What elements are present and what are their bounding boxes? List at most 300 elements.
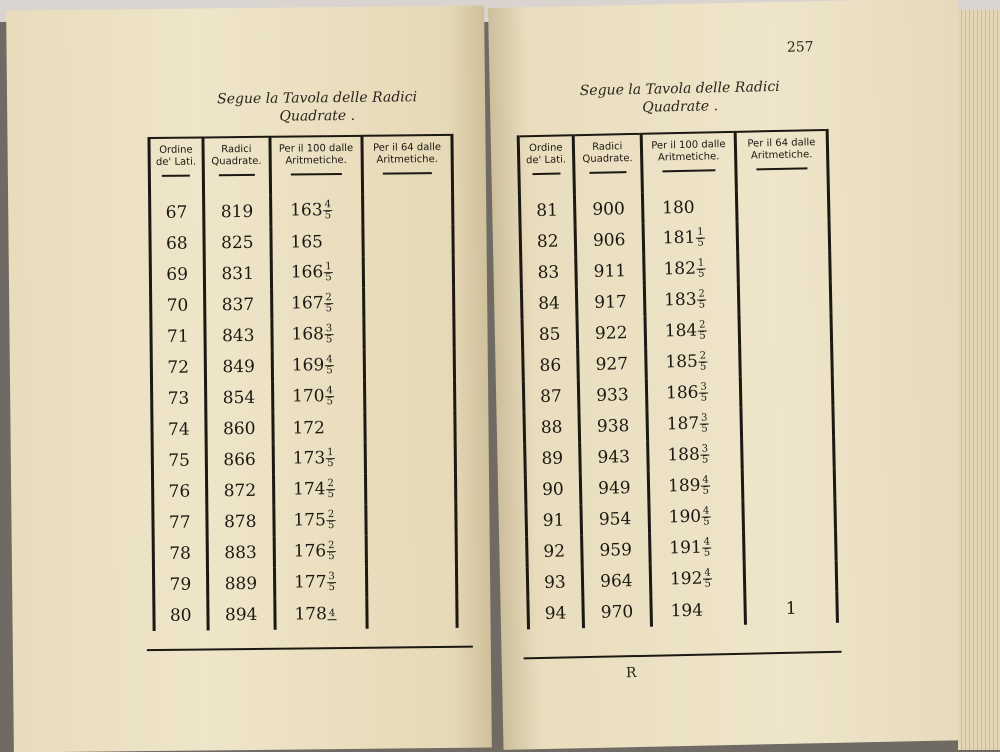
table-row <box>151 318 454 352</box>
right-page <box>488 0 973 750</box>
radice-cell-value: 837 <box>222 294 255 314</box>
ordine-cell <box>150 227 204 259</box>
fraction <box>326 448 335 469</box>
page-number: 257 <box>787 39 814 56</box>
fraction-numerator: 3 <box>325 324 333 335</box>
radice-cell <box>576 286 645 318</box>
ordine-cell-value: 88 <box>541 417 563 437</box>
fraction <box>324 293 333 314</box>
fraction-numerator: 2 <box>326 479 334 490</box>
radice-cell <box>207 537 275 569</box>
fraction <box>325 355 334 376</box>
fraction <box>326 479 335 500</box>
per100-header-text: Per il 100 dalle Aritmetiche. <box>651 139 726 163</box>
left-roots-table <box>147 134 458 631</box>
radice-cell <box>578 379 647 411</box>
per100-cell-value: 176 <box>294 541 327 561</box>
fraction-denominator: 5 <box>697 270 706 280</box>
per100-cell <box>272 319 364 351</box>
fraction-numerator: 2 <box>327 541 335 552</box>
per100-cell <box>272 350 364 382</box>
fraction-denominator: 5 <box>327 490 335 500</box>
radice-cell-value: 889 <box>225 573 258 593</box>
ordine-cell-value: 91 <box>543 510 565 530</box>
ordine-cell-value: 93 <box>544 572 566 592</box>
radice-cell-value: 849 <box>222 356 255 376</box>
table-row <box>153 566 456 600</box>
per64-cell <box>363 225 453 257</box>
per100-cell-value: 188 <box>667 445 700 466</box>
fraction <box>699 382 708 403</box>
per100-cell-value: 163 <box>290 200 323 220</box>
per64-cell <box>364 318 454 350</box>
per64-cell <box>738 282 831 315</box>
fraction-numerator: 3 <box>327 572 335 583</box>
per100-cell <box>645 315 740 348</box>
left-table-bottom-rule <box>147 646 473 651</box>
ordine-cell <box>528 597 583 629</box>
fraction <box>327 572 336 593</box>
fraction-denominator: 5 <box>325 366 333 376</box>
per100-cell <box>275 598 367 630</box>
fraction <box>699 351 708 372</box>
per100-cell-value: 173 <box>293 448 326 468</box>
ordine-header <box>149 137 203 197</box>
per64-cell <box>364 349 454 381</box>
fraction <box>700 413 709 434</box>
per64-cell <box>736 189 829 222</box>
fraction-denominator: 5 <box>328 583 336 593</box>
per100-cell <box>272 381 364 413</box>
ordine-cell <box>525 473 580 505</box>
radice-cell-value: 943 <box>597 447 630 468</box>
radice-cell <box>206 506 274 538</box>
ordine-cell-value: 94 <box>545 603 567 623</box>
fraction <box>325 324 334 345</box>
fraction-numerator: 4 <box>702 506 711 517</box>
per100-cell-value: 183 <box>664 290 697 311</box>
ordine-header-text: Ordine de' Lati. <box>156 145 196 168</box>
fraction <box>324 262 333 283</box>
per100-cell-value: 182 <box>663 259 696 280</box>
fraction-numerator: 4 <box>324 200 332 211</box>
per100-cell <box>646 377 741 410</box>
per100-cell <box>642 191 737 224</box>
per64-cell <box>744 561 837 594</box>
left-page <box>6 6 492 752</box>
ordine-cell <box>153 506 207 538</box>
radice-cell-value: 949 <box>598 478 631 499</box>
ordine-cell <box>150 258 204 290</box>
per100-cell-value: 177 <box>294 572 327 592</box>
ordine-cell-value: 69 <box>166 264 188 284</box>
fraction-numerator: 1 <box>697 259 706 270</box>
radice-cell-value: 954 <box>599 509 632 530</box>
left-running-head <box>197 88 437 127</box>
per64-cell <box>363 287 453 319</box>
per100-cell <box>273 443 365 475</box>
right-roots-table <box>517 129 839 629</box>
fraction-denominator: 5 <box>703 548 712 558</box>
radice-cell <box>205 382 273 414</box>
fraction <box>702 506 711 527</box>
per64-cell <box>745 592 838 625</box>
ordine-cell-value: 76 <box>169 481 191 501</box>
fraction-denominator: 5 <box>324 273 332 283</box>
fraction <box>696 228 705 249</box>
radice-cell-value: 894 <box>225 604 258 624</box>
radice-cell-value: 922 <box>595 323 628 344</box>
ordine-cell <box>154 599 208 631</box>
fraction-numerator: 4 <box>703 537 712 548</box>
radice-cell <box>577 348 646 380</box>
per100-header <box>641 132 736 193</box>
ordine-cell <box>525 442 580 474</box>
radice-cell <box>207 599 275 631</box>
radici-header-text: Radici Quadrate. <box>211 144 261 167</box>
per100-cell-value: 192 <box>670 569 703 590</box>
per64-cell-value: 1 <box>786 598 797 618</box>
per64-cell <box>364 380 454 412</box>
radice-cell <box>574 193 643 225</box>
radice-cell <box>204 289 272 321</box>
ordine-cell-value: 77 <box>169 512 191 532</box>
per100-cell <box>646 346 741 379</box>
per100-cell <box>649 501 744 534</box>
per100-cell-value: 190 <box>668 507 701 528</box>
per64-cell <box>362 194 452 226</box>
left-heading-line1: Segue la Tavola delle Radici <box>197 88 437 109</box>
per100-cell <box>651 594 746 627</box>
fraction-denominator: 5 <box>327 552 335 562</box>
fraction-denominator: 5 <box>696 239 705 249</box>
per100-cell-value: 185 <box>665 352 698 373</box>
per100-cell-value: 181 <box>663 228 696 249</box>
table-row <box>153 473 456 507</box>
fraction-numerator: 4 <box>701 475 710 486</box>
ordine-cell <box>522 318 577 350</box>
ordine-cell <box>527 566 582 598</box>
per64-cell <box>744 530 837 563</box>
ordine-cell-value: 81 <box>536 200 558 220</box>
per100-cell <box>644 253 739 286</box>
per100-cell <box>271 257 363 289</box>
per100-cell-value: 187 <box>667 414 700 435</box>
radice-cell-value: 819 <box>221 201 254 221</box>
radice-cell <box>203 196 271 228</box>
ordine-cell-value: 73 <box>168 388 190 408</box>
per64-header-text: Per il 64 dalle Aritmetiche. <box>373 142 441 166</box>
per100-cell <box>644 284 739 317</box>
radice-cell-value: 933 <box>596 385 629 406</box>
page-block-edges <box>958 10 1000 750</box>
fraction-denominator: 5 <box>327 521 335 531</box>
per100-cell-value: 165 <box>290 232 323 252</box>
radice-cell <box>206 475 274 507</box>
per100-cell-value: 194 <box>670 600 703 621</box>
per100-cell-value: 178 <box>294 604 327 624</box>
per64-cell <box>742 468 835 501</box>
per100-cell-value: 184 <box>665 321 698 342</box>
radici-header <box>203 137 271 197</box>
ordine-cell <box>151 320 205 352</box>
radice-cell-value: 927 <box>595 354 628 375</box>
per100-cell <box>274 567 366 599</box>
ordine-cell <box>153 475 207 507</box>
ordine-cell <box>520 225 575 257</box>
radice-cell-value: 878 <box>224 511 257 531</box>
ordine-cell-value: 75 <box>168 450 190 470</box>
ordine-cell-value: 92 <box>543 541 565 561</box>
fraction-denominator: 5 <box>701 486 710 496</box>
fraction-numerator: 3 <box>699 382 708 393</box>
radice-cell-value: 872 <box>224 480 257 500</box>
per100-cell <box>643 222 738 255</box>
ordine-cell-value: 74 <box>168 419 190 439</box>
per64-cell <box>366 566 456 598</box>
per100-cell-value: 167 <box>291 293 324 313</box>
table-row <box>151 287 454 321</box>
right-heading-line2: Quadrate . <box>560 95 800 118</box>
per100-cell-value: 180 <box>662 197 695 218</box>
fraction <box>703 568 712 589</box>
per64-cell <box>366 535 456 567</box>
per100-cell-value: 189 <box>668 476 701 497</box>
fraction-denominator: 5 <box>326 459 334 469</box>
signature-mark: R <box>626 665 637 681</box>
fraction-numerator: 2 <box>327 510 335 521</box>
per100-cell-value: 172 <box>292 418 325 438</box>
per64-cell <box>740 375 833 408</box>
radice-cell-value: 866 <box>223 449 256 469</box>
fraction-denominator: 5 <box>698 300 707 310</box>
per64-cell <box>365 411 455 443</box>
table-row <box>152 411 455 445</box>
radice-cell-value: 883 <box>224 542 257 562</box>
fraction-numerator: 2 <box>697 290 706 301</box>
per100-header <box>270 136 363 196</box>
per100-cell <box>274 536 366 568</box>
per64-cell <box>363 256 453 288</box>
ordine-cell-value: 78 <box>169 543 191 563</box>
radice-cell <box>575 224 644 256</box>
radice-cell-value: 911 <box>593 261 626 282</box>
header-rule <box>663 169 715 172</box>
right-table-bottom-rule <box>524 651 842 660</box>
ordine-cell <box>153 537 207 569</box>
radice-cell <box>577 317 646 349</box>
per64-cell <box>737 220 830 253</box>
fraction-numerator: 4 <box>325 386 333 397</box>
radice-cell <box>204 320 272 352</box>
radice-cell-value: 854 <box>223 387 256 407</box>
table-row <box>152 380 455 414</box>
per64-cell <box>367 597 457 629</box>
radice-cell-value: 938 <box>597 416 630 437</box>
radice-cell <box>581 534 650 566</box>
fraction <box>698 320 707 341</box>
fraction-numerator: 2 <box>698 320 707 331</box>
radice-cell <box>583 596 652 628</box>
radice-cell-value: 964 <box>600 571 633 592</box>
per64-cell <box>743 499 836 532</box>
fraction <box>697 259 706 280</box>
fraction-denominator: 5 <box>699 362 708 372</box>
radice-cell <box>205 351 273 383</box>
per100-header-text: Per il 100 dalle Aritmetiche. <box>279 143 353 167</box>
radice-cell <box>579 441 648 473</box>
radice-cell-value: 906 <box>593 230 626 251</box>
radice-cell <box>203 227 271 259</box>
fraction <box>701 475 710 496</box>
ordine-cell <box>523 380 578 412</box>
ordine-cell <box>153 568 207 600</box>
radici-header-text: Radici Quadrate. <box>582 141 632 165</box>
fraction-denominator: 5 <box>700 424 709 434</box>
per100-cell <box>273 412 365 444</box>
header-rule <box>532 173 561 176</box>
ordine-cell-value: 68 <box>166 233 188 253</box>
fraction <box>703 537 712 558</box>
table-row <box>150 256 453 290</box>
ordine-header <box>518 135 574 195</box>
per64-header <box>735 130 828 191</box>
radice-cell <box>205 413 273 445</box>
ordine-cell-value: 79 <box>169 574 191 594</box>
ordine-cell <box>152 444 206 476</box>
ordine-cell-value: 85 <box>539 324 561 344</box>
header-rule <box>756 167 807 170</box>
header-rule <box>382 172 432 175</box>
table-row <box>150 194 453 228</box>
radice-cell <box>581 503 650 535</box>
ordine-cell-value: 82 <box>537 231 559 251</box>
fraction-numerator: 4 <box>325 355 333 366</box>
ordine-cell-value: 80 <box>170 605 192 625</box>
per64-cell <box>365 442 455 474</box>
fraction-numerator: 2 <box>699 351 708 362</box>
fraction <box>327 541 336 562</box>
table-row <box>151 349 454 383</box>
fraction <box>701 444 710 465</box>
radice-cell <box>575 255 644 287</box>
header-rule <box>291 173 342 176</box>
table-row <box>153 535 456 569</box>
fraction <box>328 609 336 620</box>
ordine-cell <box>526 504 581 536</box>
radice-cell-value: 825 <box>221 232 254 252</box>
right-heading-line1: Segue la Tavola delle Radici <box>560 77 800 100</box>
ordine-cell <box>152 382 206 414</box>
fraction <box>325 386 334 407</box>
radice-cell-value: 831 <box>221 263 254 283</box>
radice-cell <box>204 258 272 290</box>
radice-cell <box>582 565 651 597</box>
fraction-numerator: 1 <box>324 262 332 273</box>
ordine-cell <box>151 351 205 383</box>
table-row <box>150 225 453 259</box>
per100-cell <box>271 226 363 258</box>
ordine-cell-value: 71 <box>167 326 189 346</box>
per100-cell <box>648 439 743 472</box>
radice-cell <box>207 568 275 600</box>
per100-cell-value: 170 <box>292 386 325 406</box>
per100-cell <box>273 474 365 506</box>
per100-cell-value: 166 <box>291 262 324 282</box>
ordine-cell <box>521 287 576 319</box>
per100-cell <box>650 563 745 596</box>
ordine-cell-value: 90 <box>542 479 564 499</box>
radici-header <box>573 134 642 194</box>
ordine-cell <box>150 196 204 228</box>
radice-cell <box>580 472 649 504</box>
fraction-denominator: 5 <box>324 211 332 221</box>
per100-cell-value: 169 <box>292 355 325 375</box>
table-row <box>152 442 455 476</box>
fraction-denominator: 5 <box>698 331 707 341</box>
per100-cell <box>648 470 743 503</box>
ordine-cell-value: 84 <box>538 293 560 313</box>
per64-cell <box>738 251 831 284</box>
fraction-numerator: 1 <box>326 448 334 459</box>
table-row <box>153 504 456 538</box>
right-running-head <box>560 77 801 118</box>
ordine-cell-value: 83 <box>537 262 559 282</box>
fraction <box>697 290 706 311</box>
ordine-cell <box>152 413 206 445</box>
radice-cell-value: 860 <box>223 418 256 438</box>
radice-cell-value: 959 <box>599 540 632 561</box>
fraction-denominator: 5 <box>703 579 712 589</box>
ordine-cell <box>524 411 579 443</box>
fraction-numerator: 3 <box>701 444 710 455</box>
fraction <box>327 510 336 531</box>
radice-cell <box>579 410 648 442</box>
per100-cell-value: 186 <box>666 383 699 404</box>
fraction-numerator: 4 <box>703 568 712 579</box>
per100-cell-value: 174 <box>293 479 326 499</box>
ordine-cell <box>523 349 578 381</box>
ordine-cell <box>151 289 205 321</box>
per64-header <box>362 135 453 195</box>
per100-cell <box>271 288 363 320</box>
ordine-cell-value: 89 <box>541 448 563 468</box>
radice-cell-value: 843 <box>222 325 255 345</box>
left-heading-line2: Quadrate . <box>197 106 437 127</box>
fraction-numerator: 3 <box>700 413 709 424</box>
per64-cell <box>742 437 835 470</box>
ordine-cell-value: 67 <box>166 202 188 222</box>
ordine-header-text: Ordine de' Lati. <box>526 142 566 166</box>
per64-header-text: Per il 64 dalle Aritmetiche. <box>747 137 815 161</box>
fraction-denominator: 5 <box>701 455 710 465</box>
per64-cell <box>365 473 455 505</box>
table-row <box>154 597 457 631</box>
per100-cell <box>271 195 363 227</box>
per64-cell <box>366 504 456 536</box>
per64-cell <box>741 406 834 439</box>
radice-cell <box>206 444 274 476</box>
fraction-denominator: 5 <box>700 393 709 403</box>
per100-cell <box>650 532 745 565</box>
ordine-cell <box>527 535 582 567</box>
per100-cell-value: 168 <box>291 324 324 344</box>
header-rule <box>589 171 626 174</box>
per64-cell <box>739 313 832 346</box>
radice-cell-value: 900 <box>592 199 625 220</box>
per100-cell <box>647 408 742 441</box>
fraction-denominator: 5 <box>325 304 333 314</box>
